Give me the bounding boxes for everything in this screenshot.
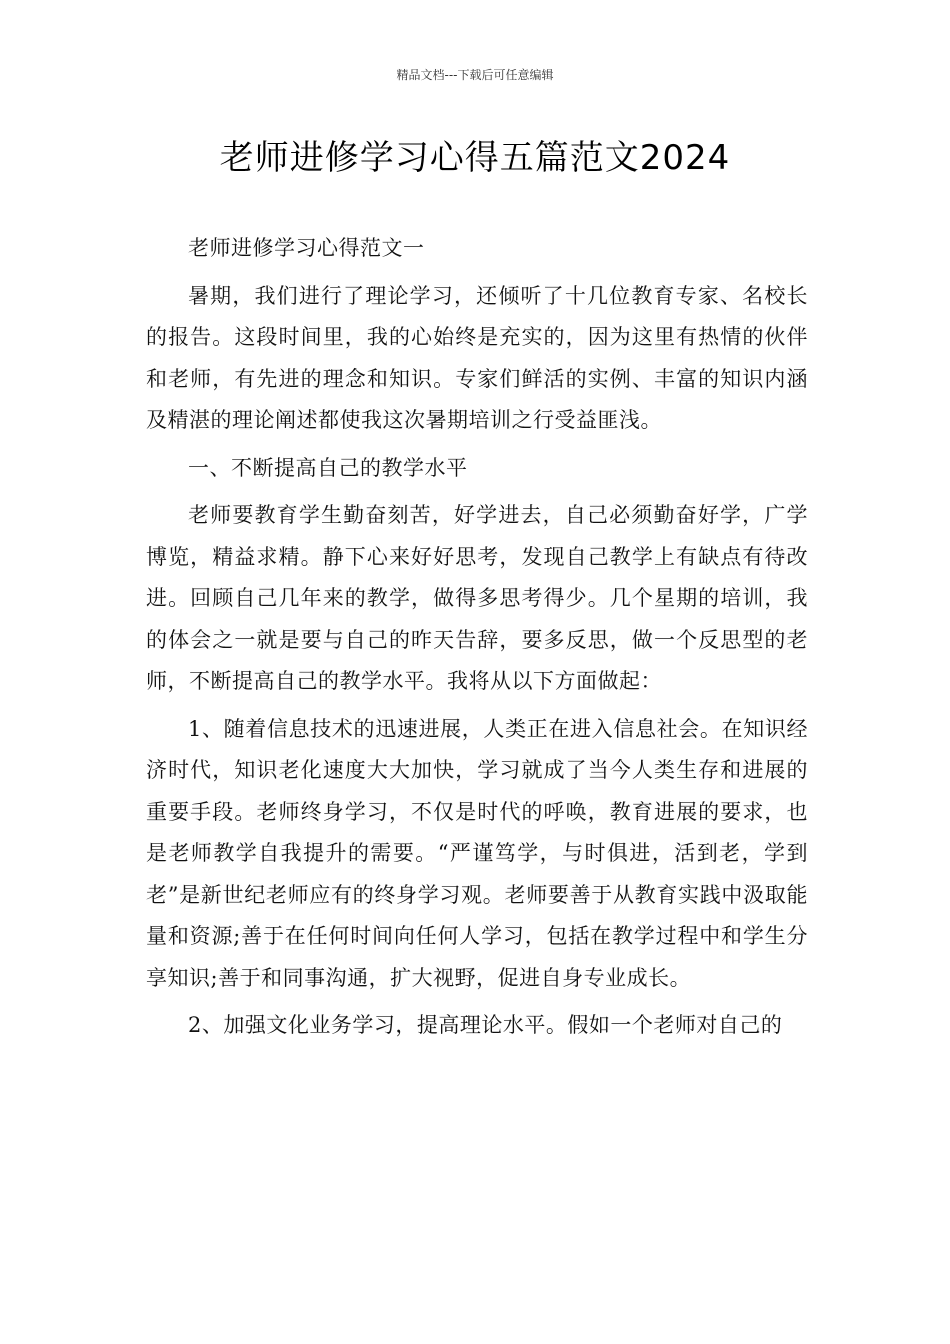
body-paragraph: 暑期，我们进行了理论学习，还倾听了十几位教育专家、名校长的报告。这段时间里，我的心始终是充实的，因为这里有热情的伙伴和老师，有先进的理念和知识。专家们鲜活的实例、丰富的知识内涵及精湛的理论阐述都使我这次暑期培训之行受益匪浅。 xyxy=(146,283,808,432)
subsection-heading: 一、不断提高自己的教学水平 xyxy=(188,455,468,480)
body-paragraph: 1、随着信息技术的迅速进展，人类正在进入信息社会。在知识经济时代，知识老化速度大大加快，学习就成了当今人类生存和进展的重要手段。老师终身学习，不仅是时代的呼唤，教育进展的要求，也是老师教学自我提升的需要。“严谨笃学，与时俱进，活到老，学到老”是新世纪老师应有的终身学习观。老师要善于从教育实践中汲取能量和资源;善于在任何时间向任何人学习，包括在教学过程中和学生分享知识;善于和同事沟通，扩大视野，促进自身专业成长。 xyxy=(146,716,808,990)
body-paragraph: 老师要教育学生勤奋刻苦，好学进去，自己必须勤奋好学，广学博览，精益求精。静下心来好好思考，发现自己教学上有缺点有待改进。回顾自己几年来的教学，做得多思考得少。几个星期的培训，我的体会之一就是要与自己的昨天告辞，要多反思，做一个反思型的老师，不断提高自己的教学水平。我将从以下方面做起： xyxy=(146,503,808,693)
body-paragraph: 2、加强文化业务学习，提高理论水平。假如一个老师对自己的 xyxy=(188,1013,783,1037)
document-title: 老师进修学习心得五篇范文2024 xyxy=(219,138,731,178)
header-note: 精品文档---下载后可任意编辑 xyxy=(396,68,554,82)
section-heading: 老师进修学习心得范文一 xyxy=(188,236,425,260)
document-body xyxy=(146,228,808,1053)
